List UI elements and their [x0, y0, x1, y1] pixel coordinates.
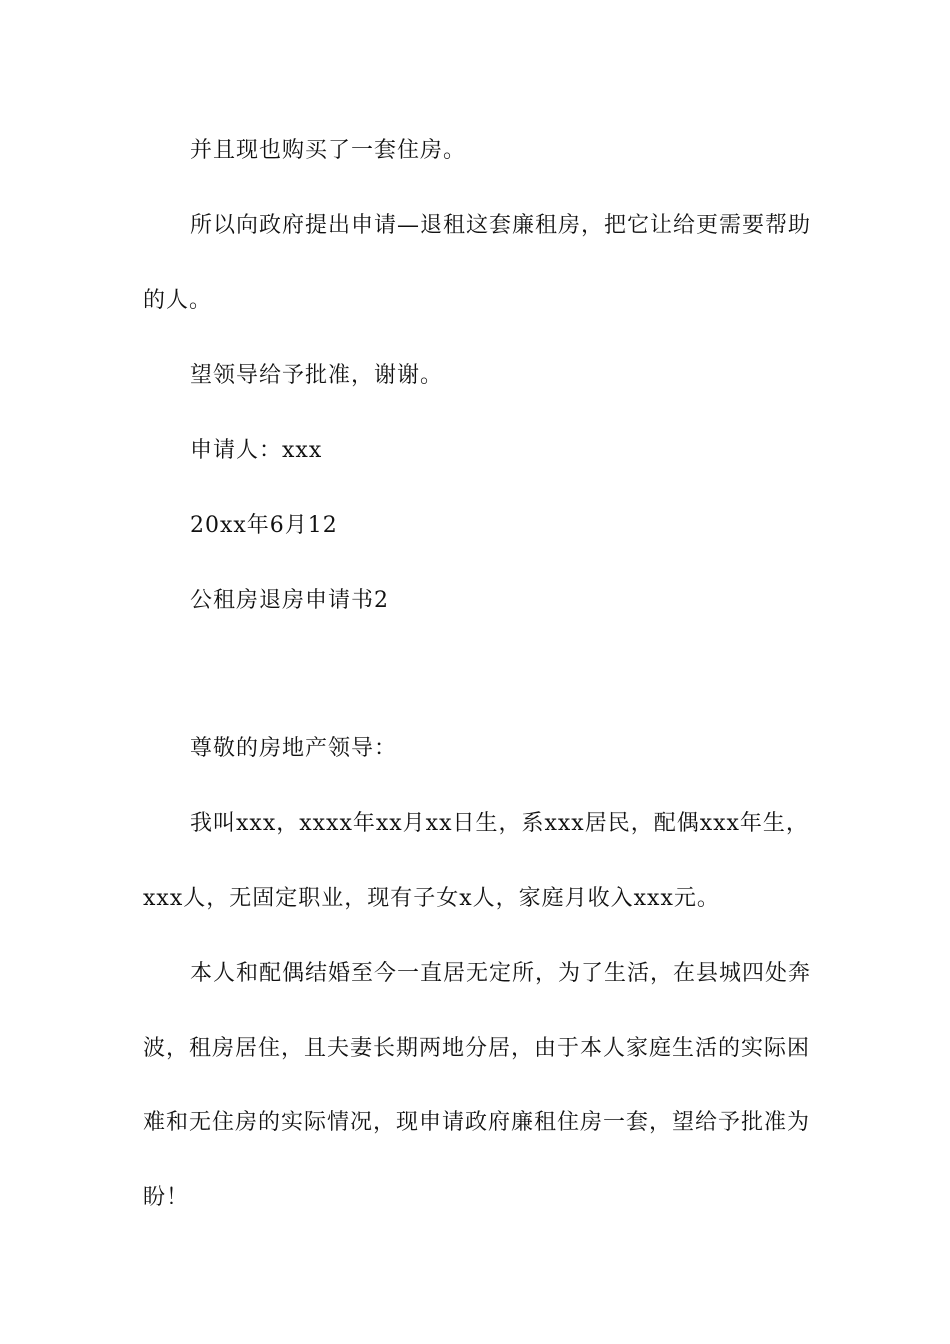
paragraph-line: 本人和配偶结婚至今一直居无定所，为了生活，在县城四处奔 [190, 961, 812, 986]
paragraph-line: xxx人，无固定职业，现有子女x人，家庭月收入xxx元。 [143, 886, 720, 911]
paragraph-line: 盼！ [143, 1185, 190, 1210]
paragraph-line: 所以向政府提出申请—退租这套廉租房，把它让给更需要帮助 [190, 213, 812, 238]
applicant-line: 申请人：xxx [190, 438, 323, 463]
paragraph-line: 的人。 [143, 288, 213, 313]
paragraph-line: 波，租房居住，且夫妻长期两地分居，由于本人家庭生活的实际困 [143, 1036, 811, 1061]
paragraph-line: 并且现也购买了一套住房。 [190, 138, 467, 163]
date-line: 20xx年6月12 [190, 513, 338, 538]
paragraph-line: 我叫xxx，xxxx年xx月xx日生，系xxx居民，配偶xxx年生， [190, 811, 809, 836]
paragraph-line: 难和无住房的实际情况，现申请政府廉租住房一套，望给予批准为 [143, 1110, 811, 1135]
paragraph-line: 望领导给予批准，谢谢。 [190, 363, 444, 388]
section-title: 公租房退房申请书2 [190, 588, 389, 613]
salutation: 尊敬的房地产领导： [190, 736, 398, 761]
